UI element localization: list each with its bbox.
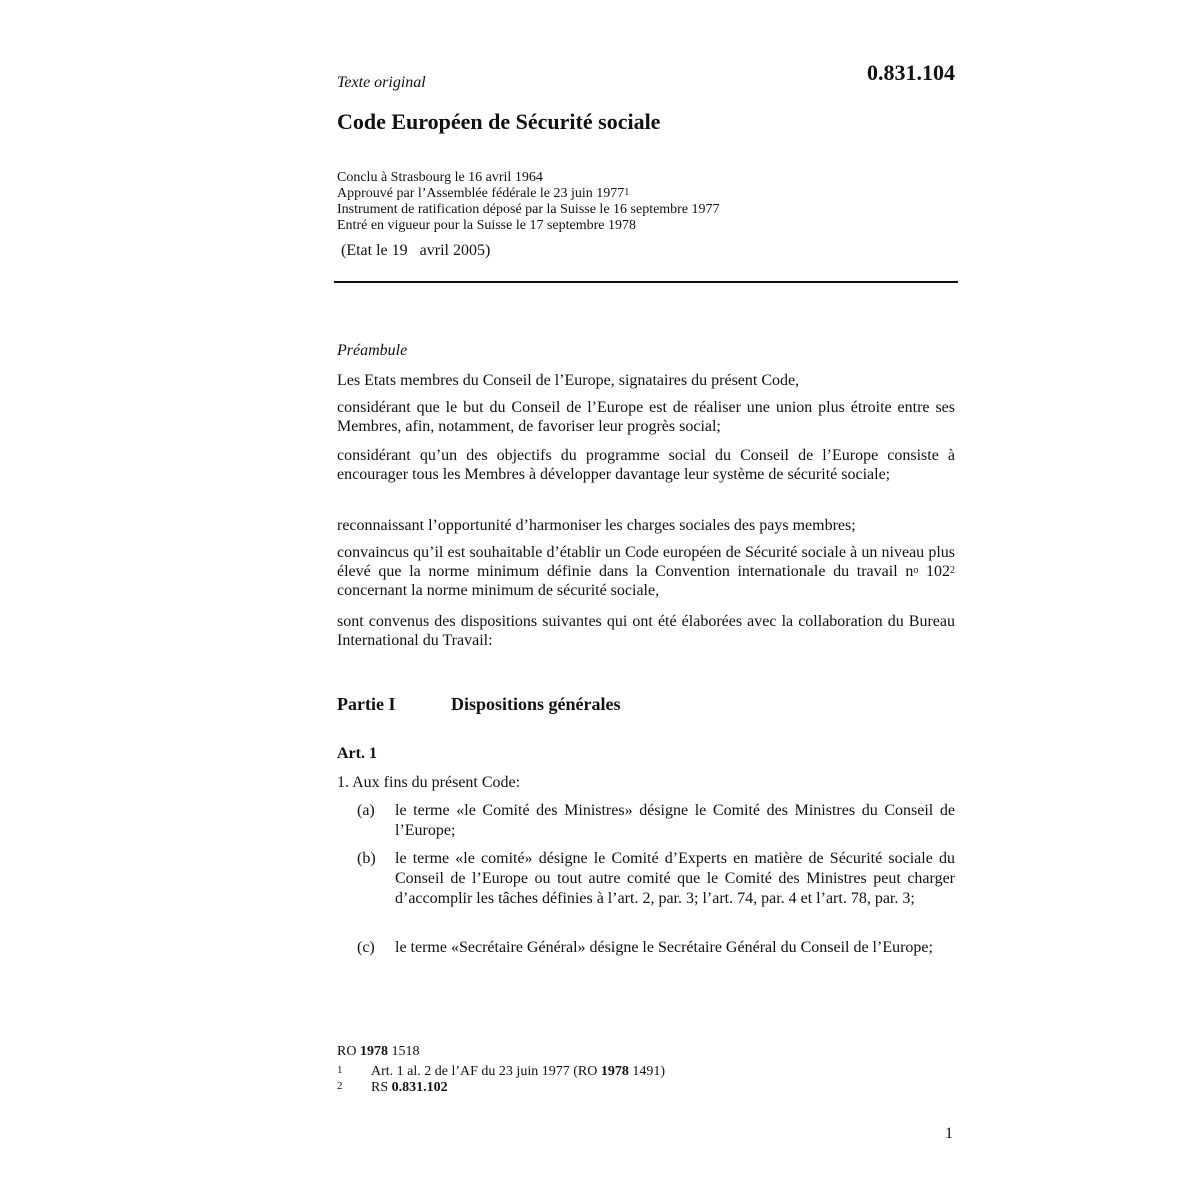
preamble-paragraph: Les Etats membres du Conseil de l’Europe, signataires du présent Code, <box>337 372 800 389</box>
meta-in-force: Entré en vigueur pour la Suisse le 17 septembre 1978 <box>337 218 636 233</box>
footnote-number: 1 <box>337 1064 343 1076</box>
footnote-ref-1[interactable]: 1 <box>624 187 630 198</box>
article-heading: Art. 1 <box>337 745 377 762</box>
header-divider <box>334 281 958 283</box>
item-label: (a) <box>357 802 375 819</box>
document-metadata <box>337 170 720 234</box>
footnote-number: 2 <box>337 1080 343 1092</box>
state-date: (Etat le 19 avril 2005) <box>341 242 491 259</box>
part-heading <box>337 694 621 715</box>
item-label: (b) <box>357 850 376 867</box>
meta-ratification: Instrument de ratification déposé par la Suisse le 16 septembre 1977 <box>337 202 720 217</box>
document-title: Code Européen de Sécurité sociale <box>337 109 661 134</box>
preamble-paragraph: considérant que le but du Conseil de l’Europe est de réaliser une union plus étroite entre ses Membres, afin, notamment, de favoriser leur progrès social; <box>337 399 955 435</box>
footnote-ref-2[interactable]: 2 <box>950 565 955 576</box>
preamble-paragraph: reconnaissant l’opportunité d’harmoniser les charges sociales des pays membres; <box>337 517 856 534</box>
sr-number: 0.831.104 <box>867 60 955 85</box>
part-label: Partie I <box>337 694 396 714</box>
item-text: le terme «Secrétaire Général» désigne le Secrétaire Général du Conseil de l’Europe; <box>395 939 933 956</box>
document-page: 0.831.104 Texte original Code Européen de Sécurité sociale Conclu à Strasbourg le 16 avril 1964 Approuvé par l’Assemblée fédérale le 23 juin 1977$^1$ Instrument de ratification déposé par la Suisse le 16 septembre 1977 Entré en vigueur pour la Suisse le 17 septembre 1978 (Etat le 19 avril 2005) Préambule Les Etats membres du Conseil de l’Europe, signataires du présent Code, considérant que le but du Conseil de l’Europe est de réaliser une union plus étroite entre ses Membres, afin, notamment, de favoriser leur progrès social; considérant qu’un des objectifs du programme social du Conseil de l’Europe consiste à encourager tous les Membres à développer davantage leur système de sécurité sociale; reconnaissant l’opportunité d’harmoniser les charges sociales des pays membres; convaincus qu’il est souhaitable d’établir un Code européen de Sécurité sociale à un niveau plus élevé que la norme minimum définie dans la Convention internationale du travail $n^o$ $102^2$ concernant la norme minimum de sécurité sociale, sont convenus des dispositions suivantes qui ont été élaborées avec la collaboration du Bureau International du Travail: Partie I Dispositions générales Art. 1 1. Aux fins du présent Code: (a) le terme «le Comité des Ministres» désigne le Comité des Ministres du Conseil de l’Europe; (b) le terme «le comité» désigne le Comité d’Experts en matière de Sécurité sociale du Conseil de l’Europe ou tout autre comité que le Comité des Ministres peut charger d’accomplir les tâches définies à l’art. 2, par. 3; l’art. 74, par. 4 et l’art. 78, par. 3; (c) le terme «Secrétaire Général» désigne le Secrétaire Général du Conseil de l’Europe; RO 1978 1518 1 Art. 1 al. 2 de l’AF du 23 juin 1977 (RO 1978 1491) 2 RS 0.831.102 1 <box>0 0 1200 1200</box>
part-title: Dispositions générales <box>451 694 621 714</box>
item-text: le terme «le comité» désigne le Comité d’Experts en matière de Sécurité sociale du Conseil de l’Europe ou tout autre comité que le Comité des Ministres peut charger d’accomplir les tâches définies à l’art. 2, par. 3; l’art. 74, par. 4 et l’art. 78, par. 3; <box>395 850 955 907</box>
article-list-item <box>357 801 955 841</box>
article-list-item <box>357 938 955 958</box>
preamble-heading: Préambule <box>337 342 408 359</box>
preamble-paragraph: convaincus qu’il est souhaitable d’établir un Code européen de Sécurité sociale à un niveau plus élevé que la norme minimum définie dans la Convention internationale du travail $n^o$ $102^2$ concernant la norme minimum de sécurité sociale, <box>337 544 955 599</box>
meta-concluded: Conclu à Strasbourg le 16 avril 1964 <box>337 170 543 185</box>
sr-link[interactable]: 0.831.102 <box>391 1080 448 1095</box>
article-intro: 1. Aux fins du présent Code: <box>337 774 521 791</box>
article-list-item <box>357 849 955 909</box>
preamble-paragraph: sont convenus des dispositions suivantes qui ont été élaborées avec la collaboration du Bureau International du Travail: <box>337 613 955 649</box>
item-label: (c) <box>357 939 375 956</box>
page-number: 1 <box>945 1125 953 1142</box>
original-text-label: Texte original <box>337 74 426 91</box>
item-text: le terme «le Comité des Ministres» désigne le Comité des Ministres du Conseil de l’Europe; <box>395 802 955 839</box>
meta-approved: Approuvé par l’Assemblée fédérale le 23 juin 1977$^1$ <box>337 186 630 201</box>
ro-reference: RO 1978 1518 <box>337 1044 420 1059</box>
preamble-paragraph: considérant qu’un des objectifs du programme social du Conseil de l’Europe consiste à encourager tous les Membres à développer davantage leur système de sécurité sociale; <box>337 447 955 483</box>
